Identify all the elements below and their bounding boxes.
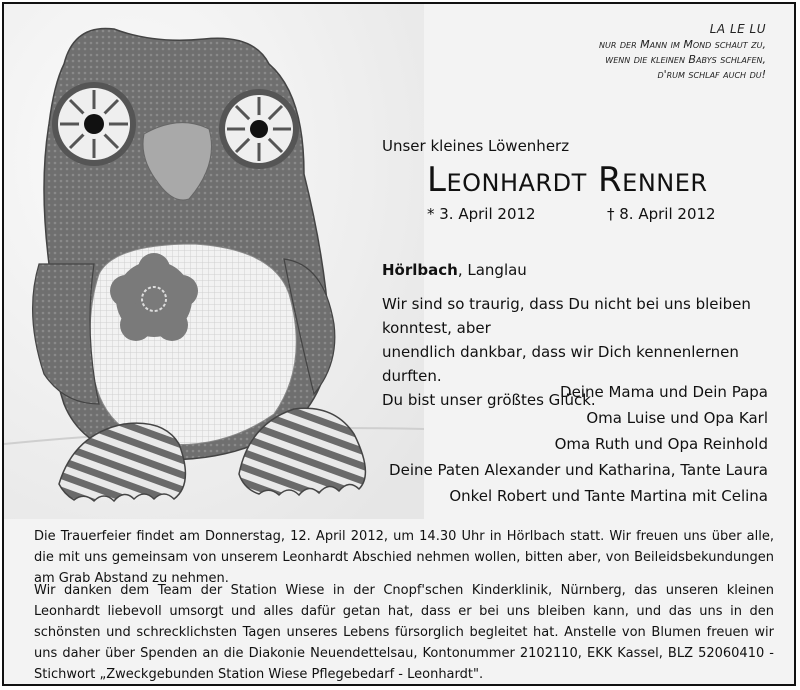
- message-line: Wir sind so traurig, dass Du nicht bei uns bleiben konntest, aber: [382, 295, 751, 337]
- message-line: Du bist unser größtes Glück.: [382, 391, 596, 409]
- signer-line: Deine Paten Alexander und Katharina, Tante Laura: [389, 461, 768, 479]
- obituary-card: [2, 2, 796, 686]
- signer-line: Onkel Robert und Tante Martina mit Celina: [449, 487, 768, 505]
- lullaby-poem: [599, 22, 766, 82]
- place-rest: , Langlau: [457, 261, 527, 279]
- thanks-paragraph: Wir danken dem Team der Station Wiese in der Cnopf'schen Kinderklinik, Nürnberg, das unseren kleinen Leonhardt liebevoll umsorgt und alles dafür getan hat, dass er bei uns bleiben kann, und das uns in den schönsten und schrecklichsten Tagen unseres Lebens fürsorglich begleitet hat. Anstelle von Blumen freuen wir uns daher über Spenden an die Diakonie Neuendettelsau, Kontonummer 2102110, EKK Kassel, BLZ 52060410 - Stichwort „Zweckgebunden Station Wiese Pflegebedarf - Leonhardt".: [34, 583, 774, 682]
- poem-line: d'rum schlaf auch du!: [657, 68, 766, 81]
- birth-date: * 3. April 2012: [427, 205, 536, 223]
- poem-line: nur der Mann im Mond schaut zu,: [598, 38, 766, 51]
- message-line: unendlich dankbar, dass wir Dich kennenlernen durften.: [382, 343, 739, 385]
- intro-text: Unser kleines Löwenherz: [382, 137, 570, 155]
- signer-line: Oma Ruth und Opa Reinhold: [554, 435, 768, 453]
- death-date: † 8. April 2012: [607, 205, 716, 223]
- signer-line: Deine Mama und Dein Papa: [560, 383, 768, 401]
- deceased-name: Leonhardt Renner: [427, 160, 708, 200]
- poem-title: LA LE LU: [709, 22, 766, 36]
- poem-line: wenn die kleinen Babys schlafen,: [605, 53, 766, 66]
- place-line: [382, 261, 527, 279]
- place-main: Hörlbach: [382, 261, 458, 279]
- owl-plush-photo: [4, 4, 424, 519]
- signers-list: [389, 379, 768, 509]
- signer-line: Oma Luise und Opa Karl: [586, 409, 768, 427]
- funeral-paragraph: Die Trauerfeier findet am Donnerstag, 12. April 2012, um 14.30 Uhr in Hörlbach statt. Wir freuen uns über alle, die mit uns gemeinsam von unserem Leonhardt Abschied nehmen wollen, bitten aber, von Beileidsbekundungen am Grab Abstand zu nehmen.: [34, 529, 774, 586]
